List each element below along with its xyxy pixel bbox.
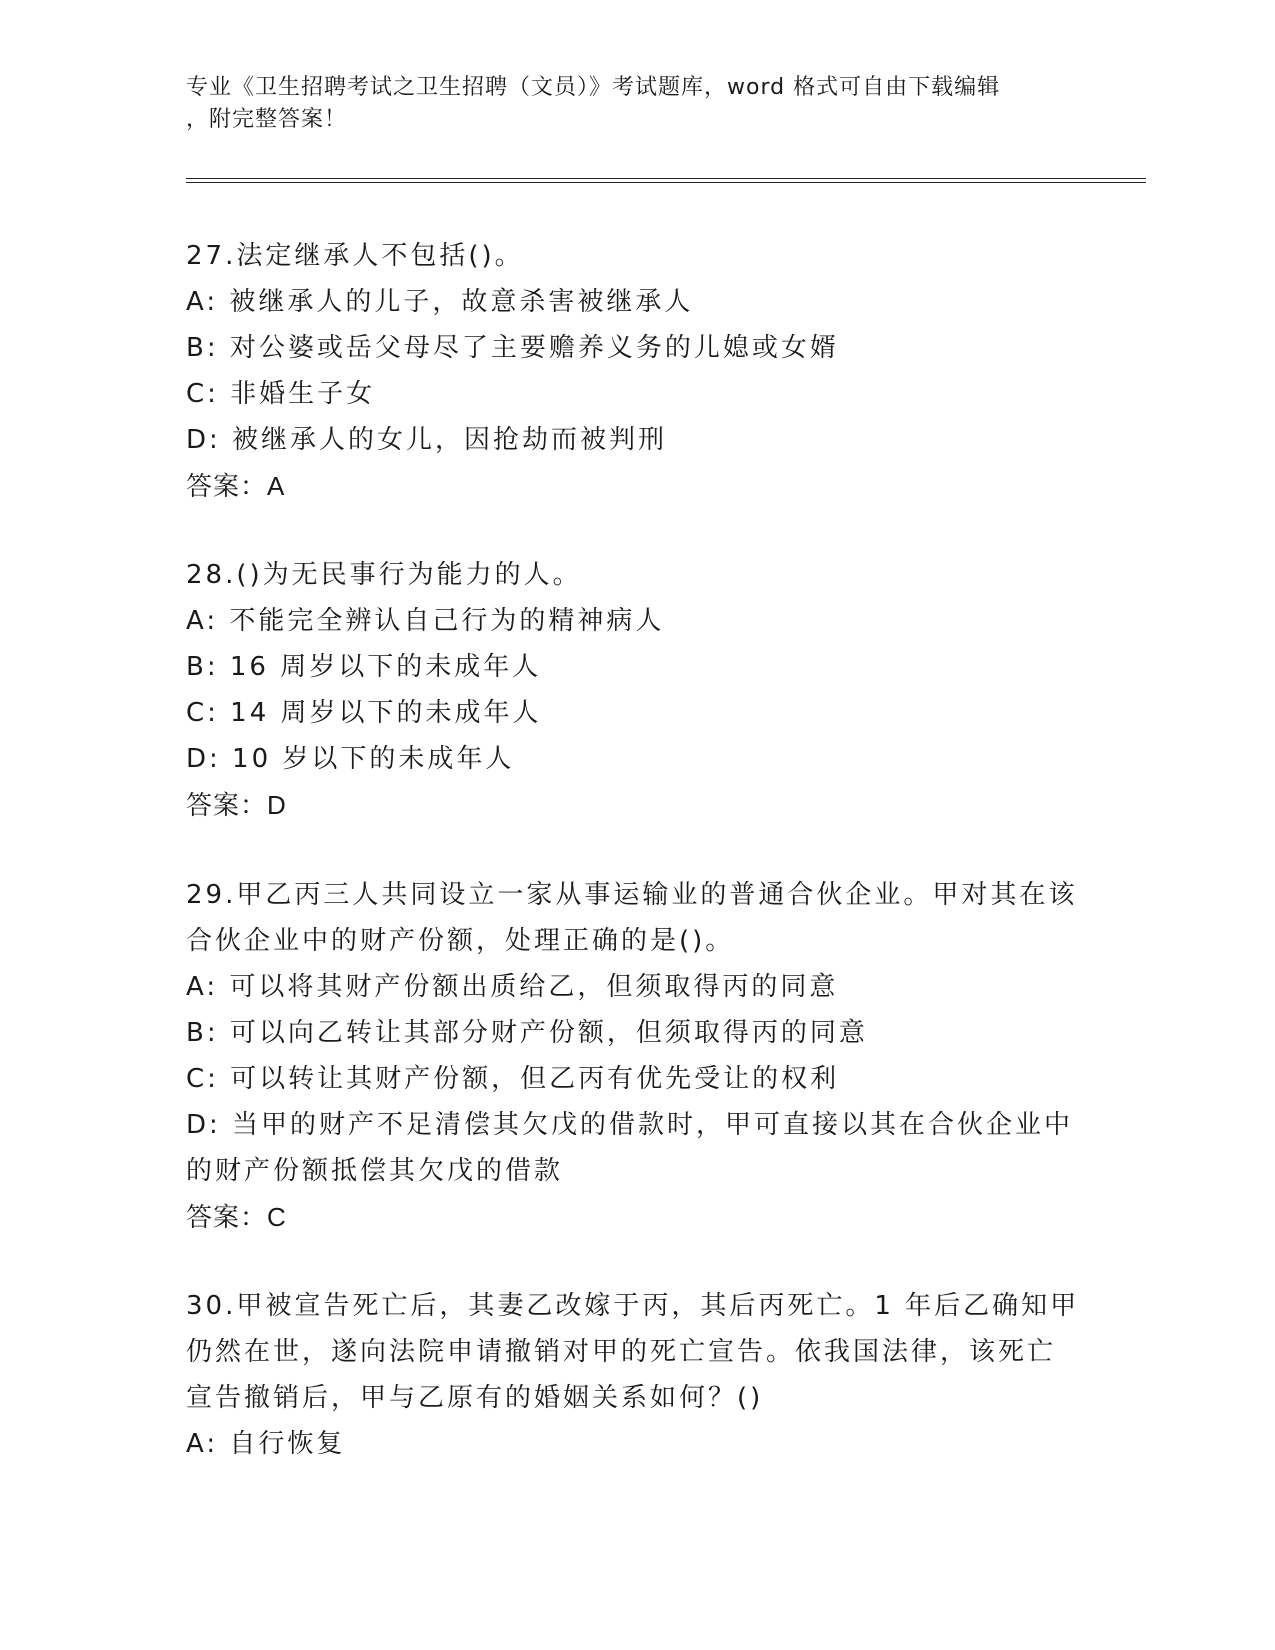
option-b: B: 16 周岁以下的未成年人 xyxy=(186,652,542,682)
option-b: B: 可以向乙转让其部分财产份额，但须取得丙的同意 xyxy=(186,1018,868,1048)
option-d-continued: 的财产份额抵偿其欠戊的借款 xyxy=(186,1156,564,1186)
header-rule-bottom xyxy=(186,182,1146,183)
option-c: C: 非婚生子女 xyxy=(186,379,376,409)
question-28 xyxy=(186,552,1066,828)
question-stem: 29.甲乙丙三人共同设立一家从事运输业的普通合伙企业。甲对其在该 xyxy=(186,880,1078,910)
question-stem-continued: 仍然在世，遂向法院申请撤销对甲的死亡宣告。依我国法律，该死亡 xyxy=(186,1337,1057,1367)
option-c: C: 14 周岁以下的未成年人 xyxy=(186,698,542,728)
option-b: B: 对公婆或岳父母尽了主要赡养义务的儿媳或女婿 xyxy=(186,333,839,363)
option-d: D: 被继承人的女儿，因抢劫而被判刑 xyxy=(186,425,668,455)
option-a: A: 不能完全辨认自己行为的精神病人 xyxy=(186,606,665,636)
answer: 答案：A xyxy=(186,471,286,501)
question-stem: 28.()为无民事行为能力的人。 xyxy=(186,560,582,590)
option-d: D: 当甲的财产不足清偿其欠戊的借款时，甲可直接以其在合伙企业中 xyxy=(186,1110,1074,1140)
document-header xyxy=(186,72,1066,136)
question-stem-continued: 宣告撤销后，甲与乙原有的婚姻关系如何？() xyxy=(186,1383,764,1413)
header-rule-top xyxy=(186,178,1146,179)
question-stem: 27.法定继承人不包括()。 xyxy=(186,241,524,271)
question-29 xyxy=(186,872,1078,1240)
option-a: A: 可以将其财产份额出质给乙，但须取得丙的同意 xyxy=(186,972,839,1002)
question-stem: 30.甲被宣告死亡后，其妻乙改嫁于丙，其后丙死亡。1 年后乙确知甲 xyxy=(186,1291,1080,1321)
question-30 xyxy=(186,1283,1080,1467)
question-stem-continued: 合伙企业中的财产份额，处理正确的是()。 xyxy=(186,926,735,956)
header-line-2: ，附完整答案！ xyxy=(186,107,348,132)
answer: 答案：C xyxy=(186,1202,287,1232)
answer: 答案：D xyxy=(186,790,287,820)
option-a: A: 自行恢复 xyxy=(186,1429,346,1459)
option-d: D: 10 岁以下的未成年人 xyxy=(186,744,515,774)
option-c: C: 可以转让其财产份额，但乙丙有优先受让的权利 xyxy=(186,1064,840,1094)
question-27 xyxy=(186,233,1066,509)
option-a: A: 被继承人的儿子，故意杀害被继承人 xyxy=(186,287,694,317)
header-line-1: 专业《卫生招聘考试之卫生招聘（文员）》考试题库，word 格式可自由下载编辑 xyxy=(186,75,1001,100)
